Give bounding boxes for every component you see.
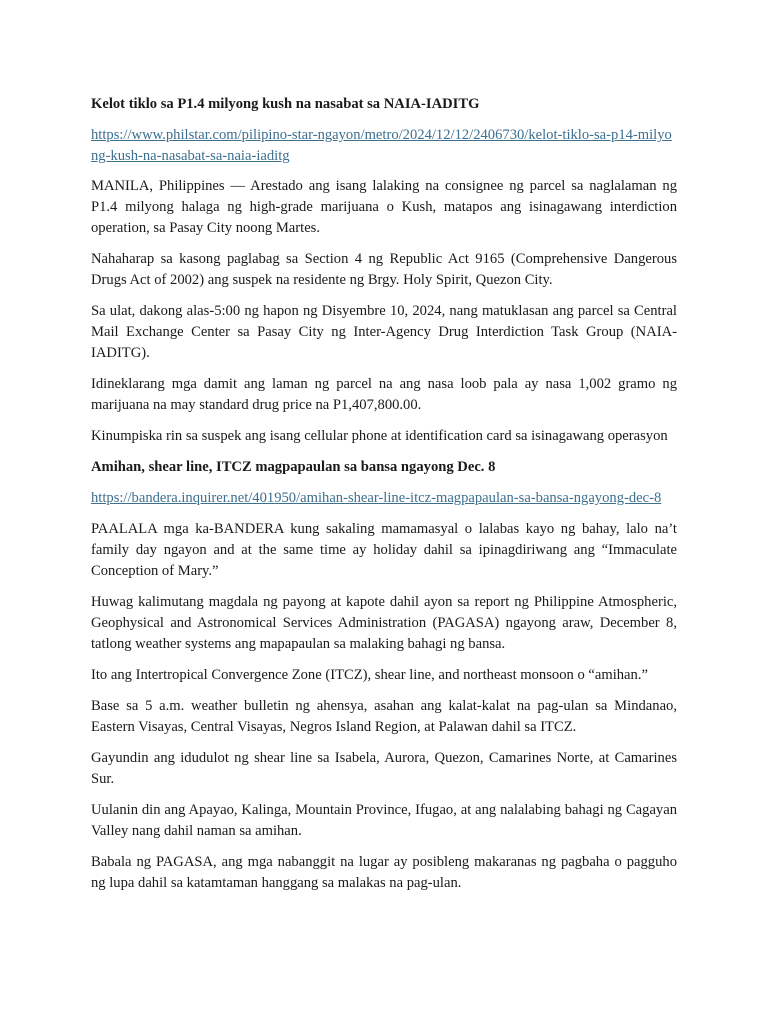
article-1-link[interactable]: https://www.philstar.com/pilipino-star-ngayon/metro/2024/12/12/2406730/kelot-tiklo-sa-p14-milyong-kush-na-nasabat-sa-naia-iaditg (91, 127, 672, 164)
article-2-title: Amihan, shear line, ITCZ magpapaulan sa bansa ngayong Dec. 8 (91, 459, 496, 475)
article-2-paragraph-3: Ito ang Intertropical Convergence Zone (ITCZ), shear line, and northeast monsoon o “amihan.” (91, 667, 648, 683)
article-2-paragraph-1: PAALALA mga ka-BANDERA kung sakaling mamamasyal o lalabas kayo ng bahay, lalo na’t family day ngayon and at the same time ay holiday dahil sa ipinagdiriwang ang “Immaculate Conception of Mary.” (91, 521, 677, 579)
article-1-paragraph-5: Kinumpiska rin sa suspek ang isang cellular phone at identification card sa isinagawang operasyon (91, 428, 668, 444)
article-2-paragraph-2: Huwag kalimutang magdala ng payong at kapote dahil ayon sa report ng Philippine Atmospheric, Geophysical and Astronomical Services Administration (PAGASA) ngayong araw, December 8, tatlong weather systems ang mapapaulan sa malaking bahagi ng bansa. (91, 594, 677, 652)
article-2-paragraph-6: Uulanin din ang Apayao, Kalinga, Mountain Province, Ifugao, at ang nalalabing bahagi ng Cagayan Valley nang dahil naman sa amihan. (91, 802, 677, 839)
article-1-paragraph-4: Idineklarang mga damit ang laman ng parcel na ang nasa loob pala ay nasa 1,002 gramo ng marijuana na may standard drug price na P1,407,800.00. (91, 376, 677, 413)
article-2-link[interactable]: https://bandera.inquirer.net/401950/amihan-shear-line-itcz-magpapaulan-sa-bansa-ngayong-dec-8 (91, 490, 662, 506)
article-1-title: Kelot tiklo sa P1.4 milyong kush na nasabat sa NAIA-IADITG (91, 96, 480, 112)
article-2-paragraph-5: Gayundin ang idudulot ng shear line sa Isabela, Aurora, Quezon, Camarines Norte, at Camarines Sur. (91, 750, 677, 787)
article-2-paragraph-7: Babala ng PAGASA, ang mga nabanggit na lugar ay posibleng makaranas ng pagbaha o pagguho ng lupa dahil sa katamtaman hanggang sa malakas na pag-ulan. (91, 854, 677, 891)
article-1-paragraph-3: Sa ulat, dakong alas-5:00 ng hapon ng Disyembre 10, 2024, nang matuklasan ang parcel sa Central Mail Exchange Center sa Pasay City ng Inter-Agency Drug Interdiction Task Group (NAIA-IADITG). (91, 303, 677, 361)
article-2-paragraph-4: Base sa 5 a.m. weather bulletin ng ahensya, asahan ang kalat-kalat na pag-ulan sa Mindanao, Eastern Visayas, Central Visayas, Negros Island Region, at Palawan dahil sa ITCZ. (91, 698, 677, 735)
article-1-paragraph-1: MANILA, Philippines — Arestado ang isang lalaking na consignee ng parcel sa naglalaman ng P1.4 milyong halaga ng high-grade marijuana o Kush, matapos ang isinagawang interdiction operation, sa Pasay City noong Martes. (91, 178, 677, 236)
article-1-paragraph-2: Nahaharap sa kasong paglabag sa Section 4 ng Republic Act 9165 (Comprehensive Dangerous Drugs Act of 2002) ang suspek na residente ng Brgy. Holy Spirit, Quezon City. (91, 251, 677, 288)
